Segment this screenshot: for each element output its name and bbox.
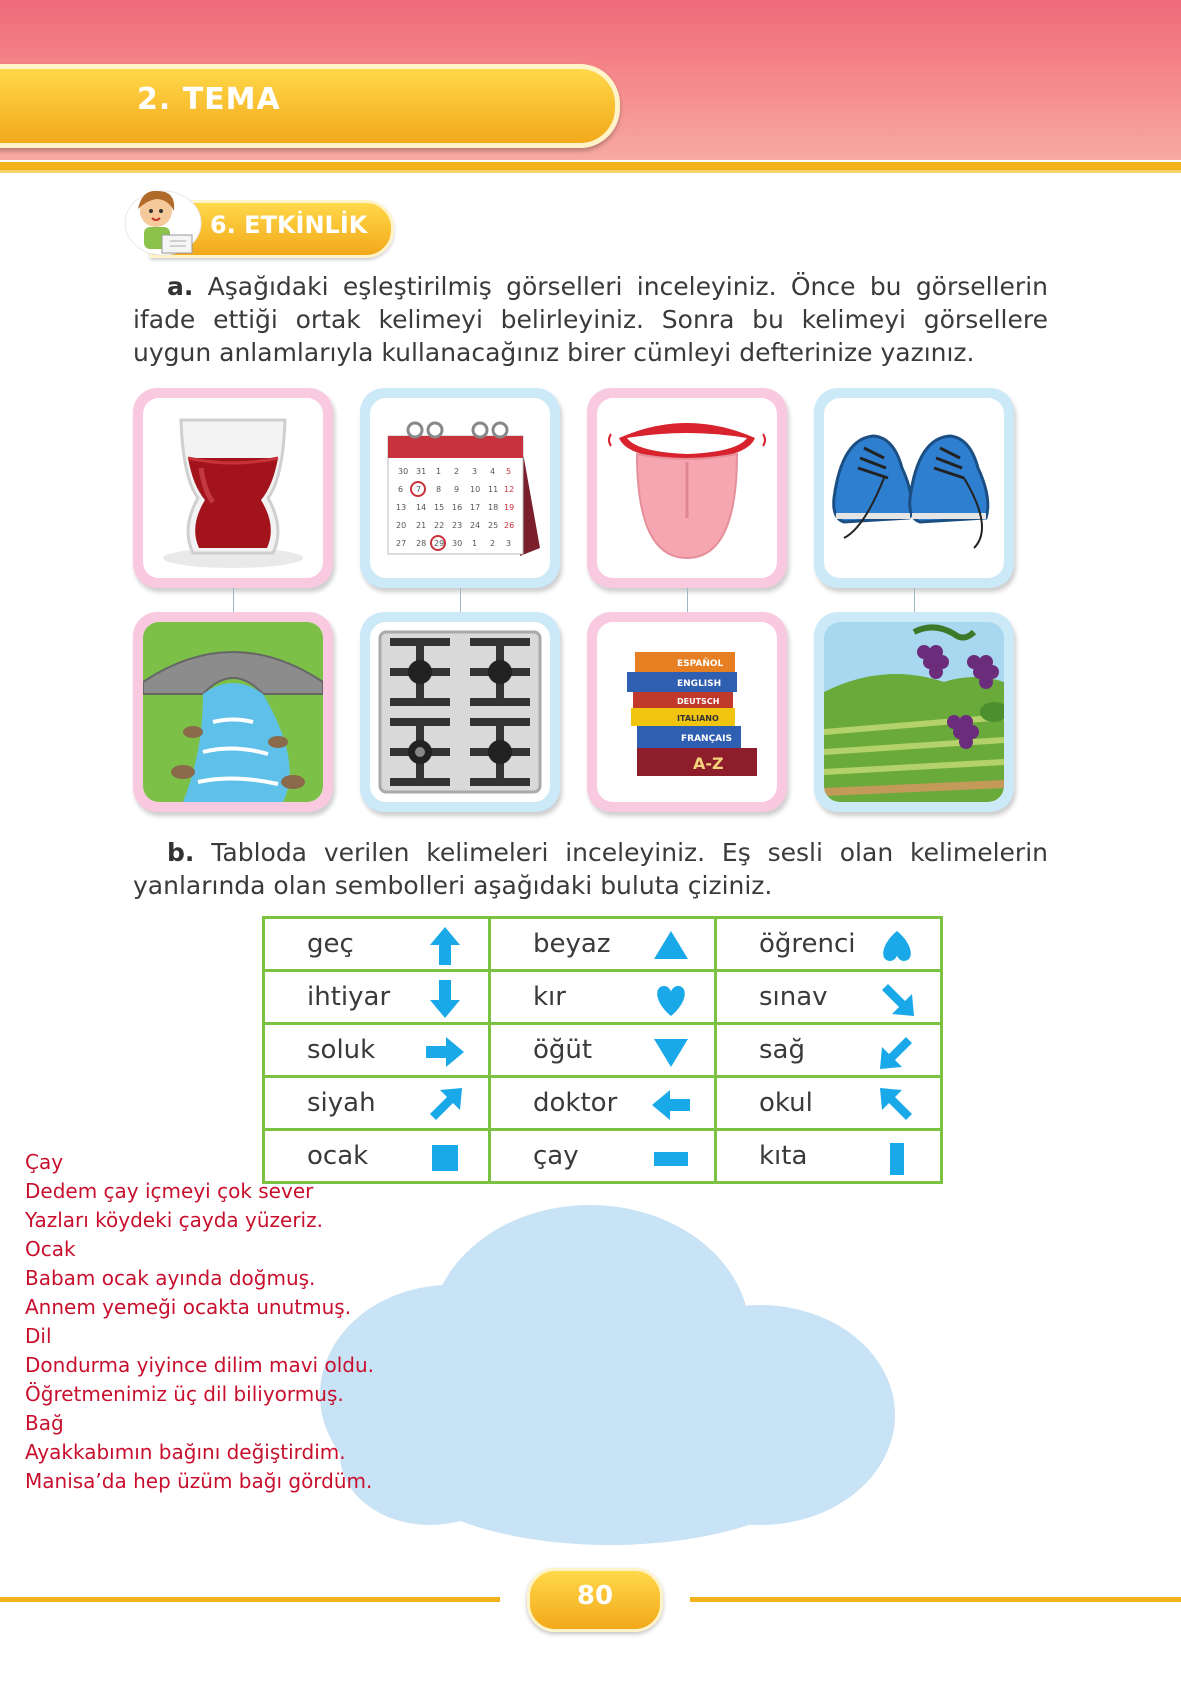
gas-stove-icon: [370, 622, 550, 802]
part-b-label: b.: [167, 838, 195, 867]
tea-glass-icon: [143, 398, 323, 578]
svg-text:5: 5: [506, 467, 512, 476]
svg-text:18: 18: [488, 503, 499, 512]
svg-text:26: 26: [504, 521, 515, 530]
svg-text:2: 2: [454, 467, 460, 476]
svg-text:1: 1: [472, 539, 478, 548]
svg-text:6: 6: [398, 485, 404, 494]
svg-text:17: 17: [470, 503, 481, 512]
table-cell: [716, 1077, 942, 1130]
table-cell: [264, 1077, 490, 1130]
tile-sneakers: [814, 388, 1014, 588]
tile-dictionaries: [587, 612, 787, 812]
svg-text:30: 30: [452, 539, 463, 548]
table-cell: [716, 1130, 942, 1183]
answer-notes: [25, 1148, 374, 1496]
answer-line: Ocak: [25, 1237, 76, 1261]
arrow-left-icon: [650, 1084, 692, 1126]
page-number: 80: [576, 1581, 614, 1611]
part-a-instructions: [133, 270, 1048, 369]
answer-line: Öğretmenimiz üç dil biliyormuş.: [25, 1382, 344, 1406]
svg-text:1: 1: [436, 467, 442, 476]
tile-tongue: [587, 388, 787, 588]
drawing-cloud[interactable]: [320, 1205, 900, 1545]
table-row: [264, 1024, 942, 1077]
table-cell: [490, 971, 716, 1024]
arrow-up-right-icon: [424, 1084, 466, 1126]
table-cell: [490, 1077, 716, 1130]
table-cell: [716, 918, 942, 971]
part-a-label: a.: [167, 272, 194, 301]
tema-title: 2. TEMA: [137, 82, 281, 117]
word-label: siyah: [307, 1088, 376, 1118]
part-b-instructions: [133, 836, 1048, 902]
book-spine-4: ITALIANO: [677, 714, 719, 723]
answer-line: Dondurma yiyince dilim mavi oldu.: [25, 1353, 374, 1377]
svg-text:2: 2: [490, 539, 496, 548]
svg-text:24: 24: [470, 521, 481, 530]
svg-text:23: 23: [452, 521, 463, 530]
svg-text:20: 20: [396, 521, 407, 530]
svg-text:15: 15: [434, 503, 445, 512]
header-divider-light: [0, 170, 1181, 173]
svg-text:7: 7: [416, 485, 422, 494]
heart-inverted-icon: [876, 925, 918, 967]
table-cell: [716, 971, 942, 1024]
word-label: çay: [533, 1141, 579, 1171]
book-spine-2: ENGLISH: [677, 679, 722, 689]
answer-line: Bağ: [25, 1411, 64, 1435]
word-label: sağ: [759, 1035, 805, 1065]
svg-text:13: 13: [396, 503, 407, 512]
table-row: [264, 971, 942, 1024]
vineyard-icon: [824, 622, 1004, 802]
book-spine-6: A-Z: [693, 754, 724, 773]
svg-text:3: 3: [472, 467, 478, 476]
tile-stream: [133, 612, 333, 812]
arrow-down-left-icon: [876, 1031, 918, 1073]
tile-vineyard: [814, 612, 1014, 812]
book-spine-3: DEUTSCH: [677, 697, 720, 706]
table-cell: [716, 1024, 942, 1077]
bar-vertical-icon: [876, 1137, 918, 1179]
svg-text:9: 9: [454, 485, 460, 494]
word-label: ihtiyar: [307, 982, 391, 1012]
word-label: geç: [307, 929, 354, 959]
sneakers-icon: [824, 398, 1004, 578]
svg-text:12: 12: [504, 485, 515, 494]
svg-text:21: 21: [416, 521, 427, 530]
header-divider: [0, 162, 1181, 170]
table-cell: [490, 918, 716, 971]
answer-line: Ayakkabımın bağını değiştirdim.: [25, 1440, 346, 1464]
tile-stove: [360, 612, 560, 812]
arrow-up-icon: [424, 925, 466, 967]
svg-text:30: 30: [398, 467, 409, 476]
svg-text:8: 8: [436, 485, 442, 494]
footer-line-left: [0, 1597, 500, 1602]
answer-line: Annem yemeği ocakta unutmuş.: [25, 1295, 352, 1319]
footer-line-right: [690, 1597, 1181, 1602]
svg-text:25: 25: [488, 521, 499, 530]
table-cell: [490, 1130, 716, 1183]
triangle-down-icon: [650, 1031, 692, 1073]
svg-text:10: 10: [470, 485, 481, 494]
svg-text:16: 16: [452, 503, 463, 512]
book-spine-5: FRANÇAIS: [681, 734, 732, 744]
svg-text:27: 27: [396, 539, 407, 548]
tongue-icon: [597, 398, 777, 578]
triangle-up-icon: [650, 925, 692, 967]
arrow-up-left-icon: [876, 1084, 918, 1126]
word-label: ocak: [307, 1141, 369, 1171]
svg-text:14: 14: [416, 503, 427, 512]
tema-banner: [0, 64, 620, 148]
arrow-down-right-icon: [876, 978, 918, 1020]
table-cell: [264, 918, 490, 971]
square-icon: [424, 1137, 466, 1179]
girl-mascot-icon: [118, 183, 208, 263]
table-row: [264, 918, 942, 971]
table-cell: [264, 971, 490, 1024]
stream-bridge-icon: [143, 622, 323, 802]
word-label: kıta: [759, 1141, 808, 1171]
answer-line: Babam ocak ayında doğmuş.: [25, 1266, 316, 1290]
svg-text:22: 22: [434, 521, 445, 530]
word-label: öğüt: [533, 1035, 593, 1065]
word-label: doktor: [533, 1088, 618, 1118]
answer-line: Manisa’da hep üzüm bağı gördüm.: [25, 1469, 373, 1493]
bar-horizontal-icon: [650, 1137, 692, 1179]
svg-text:3: 3: [506, 539, 512, 548]
word-label: öğrenci: [759, 929, 856, 959]
word-label: kır: [533, 982, 566, 1012]
svg-text:31: 31: [416, 467, 427, 476]
answer-line: Dil: [25, 1324, 52, 1348]
tile-tea-glass: [133, 388, 333, 588]
tile-calendar: [360, 388, 560, 588]
arrow-down-icon: [424, 978, 466, 1020]
heart-icon: [650, 978, 692, 1020]
books-stack-icon: [597, 622, 777, 802]
answer-line: Yazları köydeki çayda yüzeriz.: [25, 1208, 323, 1232]
word-label: okul: [759, 1088, 813, 1118]
table-cell: [264, 1024, 490, 1077]
answer-line: Dedem çay içmeyi çok sever: [25, 1179, 314, 1203]
svg-text:29: 29: [434, 539, 445, 548]
table-cell: [490, 1024, 716, 1077]
part-b-text: Tabloda verilen kelimeleri inceleyiniz. Eş sesli olan kelimelerin yanlarında olan sembolleri aşağıdaki buluta çiziniz.: [133, 838, 1048, 900]
svg-text:28: 28: [416, 539, 427, 548]
arrow-right-icon: [424, 1031, 466, 1073]
part-a-text: Aşağıdaki eşleştirilmiş görselleri inceleyiniz. Önce bu görsellerin ifade ettiği ortak kelimeyi belirleyiniz. Sonra bu kelimeyi görsellere uygun anlamlarıyla kullanacağınız birer cümleyi defterinize yazınız.: [133, 272, 1049, 367]
svg-text:11: 11: [488, 485, 499, 494]
svg-text:19: 19: [504, 503, 515, 512]
calendar-icon: [370, 398, 550, 578]
table-row: [264, 1077, 942, 1130]
word-label: beyaz: [533, 929, 611, 959]
activity-title: 6. ETKİNLİK: [210, 211, 368, 239]
answer-line: Çay: [25, 1150, 64, 1174]
word-label: sınav: [759, 982, 828, 1012]
svg-text:4: 4: [490, 467, 496, 476]
homonym-table: [262, 916, 943, 1184]
word-label: soluk: [307, 1035, 376, 1065]
book-spine-1: ESPAÑOL: [677, 659, 724, 669]
